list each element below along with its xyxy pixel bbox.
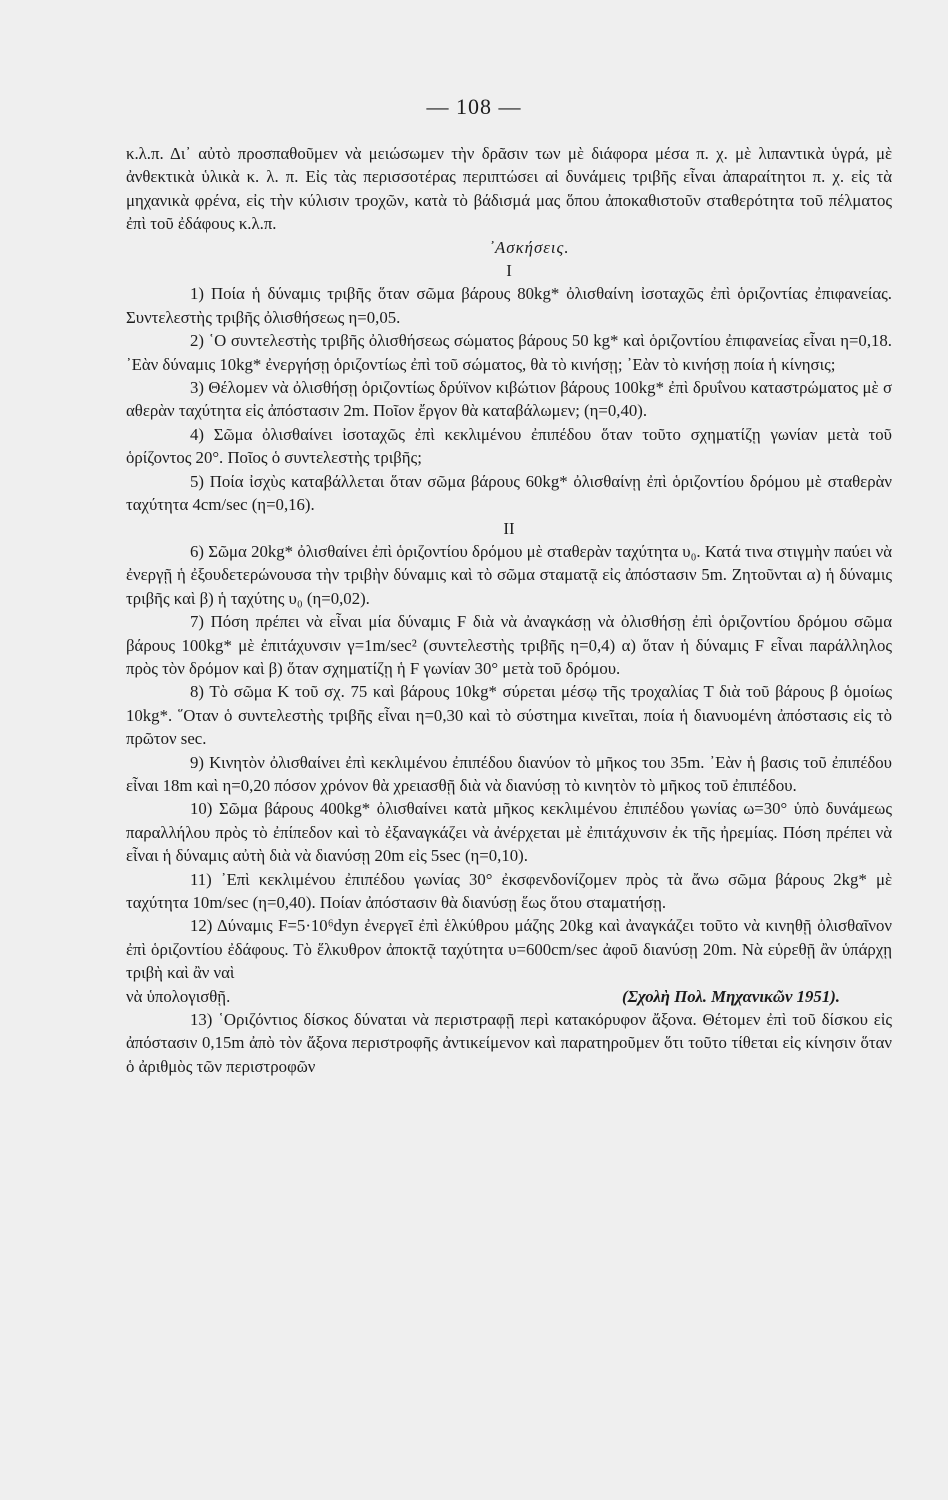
exercise-3: 3) Θέλομεν νὰ ὀλισθήσῃ ὁριζοντίως δρύϊνον κιβώτιον βάρους 100kg* ἐπὶ δρυΐνου καταστρώματος μὲ σ αθερὰν ταχύτητα εἰς ἀπόστασιν 2m. Ποῖον ἔργον θὰ καταβάλωμεν; (η=0,40). [126,378,892,421]
page-number: — 108 — [426,94,522,119]
exercise-12-last-line [126,985,892,1008]
section-title-II: II [503,518,515,538]
exercise-11: 11) ᾽Επὶ κεκλιμένου ἐπιπέδου γωνίας 30° ἐκσφενδονίζομεν πρὸς τὰ ἄνω σῶμα βάρους 2kg* μὲ ταχύτητα 10m/sec (η=0,40). Ποίαν ἀπόστασιν θὰ διανύσῃ ἕως ὅτου σταματήσῃ. [126,869,892,912]
exercise-6: 6) Σῶμα 20kg* ὀλισθαίνει ἐπὶ ὁριζοντίου δρόμου μὲ σταθερὰν ταχύτητα υ₀. Κατά τινα στιγμὴν παύει νὰ ἐνεργῇ ἡ ἐξουδετερώνουσα τὴν τριβὴν δύναμις καὶ τὸ σῶμα σταματᾷ εἰς ἀπόστασιν 5m. Ζητοῦνται α) ἡ δύναμις τριβῆς καὶ β) ἡ ταχύτης υ₀ (η=0,02). [126,541,892,608]
exercise-12: 12) Δύναμις F=5·10⁶dyn ἐνεργεῖ ἐπὶ ἑλκύθρου μάζης 20kg καὶ ἀναγκάζει τοῦτο νὰ κινηθῇ ὀλισθαῖνον ἐπὶ ὁριζοντίου ἐδάφους. Τὸ ἕλκυθρον ἀποκτᾷ ταχύτητα υ=600cm/sec ἀφοῦ διανύσῃ 20m. Νὰ εὑρεθῇ ἂν ὑπάρχῃ τριβὴ καὶ ἂν ναὶ [126,916,892,983]
exercise-5: 5) Ποία ἰσχὺς καταβάλλεται ὅταν σῶμα βάρους 60kg* ὀλισθαίνῃ ἐπὶ ὁριζοντίου δρόμου μὲ σταθερὰν ταχύτητα 4cm/sec (η=0,16). [126,471,892,515]
exercise-4: 4) Σῶμα ὀλισθαίνει ἰσοταχῶς ἐπὶ κεκλιμένου ἐπιπέδου ὅταν τοῦτο σχηματίζῃ γωνίαν μετὰ τοῦ ὁρίζοντος 20°. Ποῖος ὁ συντελεστὴς τριβῆς; [126,424,892,468]
exercise-10: 10) Σῶμα βάρους 400kg* ὀλισθαίνει κατὰ μῆκος κεκλιμένου ἐπιπέδου γωνίας ω=30° ὑπὸ δυνάμεως παραλλήλου πρὸς τὸ ἐπίπεδον καὶ τὸ ἐξαναγκάζει νὰ ἀνέρχεται μὲ ἐπιτάχυνσιν ἐκ τῆς ἠρεμίας. Πόση πρέπει νὰ εἶναι ἡ δύναμις αὐτὴ διὰ νὰ διανύσῃ 20m εἰς 5sec (η=0,10). [126,799,892,866]
exercise-8: 8) Τὸ σῶμα Κ τοῦ σχ. 75 καὶ βάρους 10kg* σύρεται μέσῳ τῆς τροχαλίας Τ διὰ τοῦ βάρους β ὁμοίως 10kg*. ῞Οταν ὁ συντελεστὴς τριβῆς εἶναι η=0,30 καὶ τὸ σύστημα κινεῖται, ποία ἡ διανυομένη ἀπόστασις εἰς τὸ πρῶτον sec. [126,682,892,749]
exercise-13: 13) ῾Οριζόντιος δίσκος δύναται νὰ περιστραφῇ περὶ κατακόρυφον ἄξονα. Θέτομεν ἐπὶ τοῦ δίσκου εἰς ἀπόστασιν 0,15m ἀπὸ τὸν ἄξονα περιστροφῆς ἀντικείμενον καὶ παρατηροῦμεν ὅτι τοῦτο τίθεται εἰς κίνησιν ὅταν ὁ ἀριθμὸς τῶν περιστροφῶν [126,1010,892,1076]
exercise-12-ending: νὰ ὑπολογισθῇ. [126,986,231,1006]
exercise-2: 2) ῾Ο συντελεστὴς τριβῆς ὀλισθήσεως σώματος βάρους 50 kg* καὶ ὁριζοντίου ἐπιφανείας εἶναι η=0,18. ᾽Εὰν δύναμις 10kg* ἐνεργήσῃ ὁριζοντίως ἐπὶ τοῦ σώματος, θὰ τὸ κινήσῃ; ᾽Εὰν τὸ κινήσῃ ποία ἡ κίνησις; [126,331,892,374]
section-title-I: I [506,261,512,281]
exercise-12-source: (Σχολὴ Πολ. Μηχανικῶν 1951). [621,986,840,1006]
exercise-7: 7) Πόση πρέπει νὰ εἶναι μία δύναμις F διὰ νὰ ἀναγκάσῃ νὰ ὀλισθήσῃ ἐπὶ ὁριζοντίου δρόμου σῶμα βάρους 100kg* μὲ ἐπιτάχυνσιν γ=1m/sec² (συντελεστὴς τριβῆς η=0,4) α) ὅταν ἡ δύναμις F εἶναι παράλληλος πρὸς τὸν δρόμον καὶ β) ὅταν σχηματίζῃ ἡ F γωνίαν 30° μετὰ τοῦ δρόμου. [126,612,892,678]
exercises-heading: ᾽Ασκήσεις. [488,237,570,257]
exercise-1: 1) Ποία ἡ δύναμις τριβῆς ὅταν σῶμα βάρους 80kg* ὀλισθαίνη ἰσοταχῶς ἐπὶ ὁριζοντίας ἐπιφανείας. Συντελεστὴς τριβῆς ὀλισθήσεως η=0,05. [126,284,892,327]
page-body [126,142,892,1078]
intro-paragraph: κ.λ.π. Δι᾽ αὐτὸ προσπαθοῦμεν νὰ μειώσωμεν τὴν δρᾶσιν των μὲ διάφορα μέσα π. χ. μὲ λιπαντικὰ ὑγρά, μὲ ἀνθεκτικὰ ὑλικὰ κ. λ. π. Εἰς τὰς περισσοτέρας περιπτώσει αἱ δυνάμεις τριβῆς εἶναι ἀπαραίτητοι π. χ. εἰς τὰ μηχανικὰ φρένα, εἰς τὴν κύλισιν τροχῶν, κατὰ τὸ βάδισμά μας ὅπου ἀποκαθιστοῦν σταθερότητα τοῦ πέλματος ἐπὶ τοῦ ἐδάφους κ.λ.π. [126,144,892,234]
exercise-9: 9) Κινητὸν ὀλισθαίνει ἐπὶ κεκλιμένου ἐπιπέδου διανύον τὸ μῆκος του 35m. ᾽Εὰν ἡ βασις τοῦ ἐπιπέδου εἶναι 18m καὶ η=0,20 πόσον χρόνον θὰ χρειασθῇ διὰ νὰ διανύσῃ τὸ κινητὸν τὸ μῆκος τοῦ ἐπιπέδου. [126,752,892,795]
